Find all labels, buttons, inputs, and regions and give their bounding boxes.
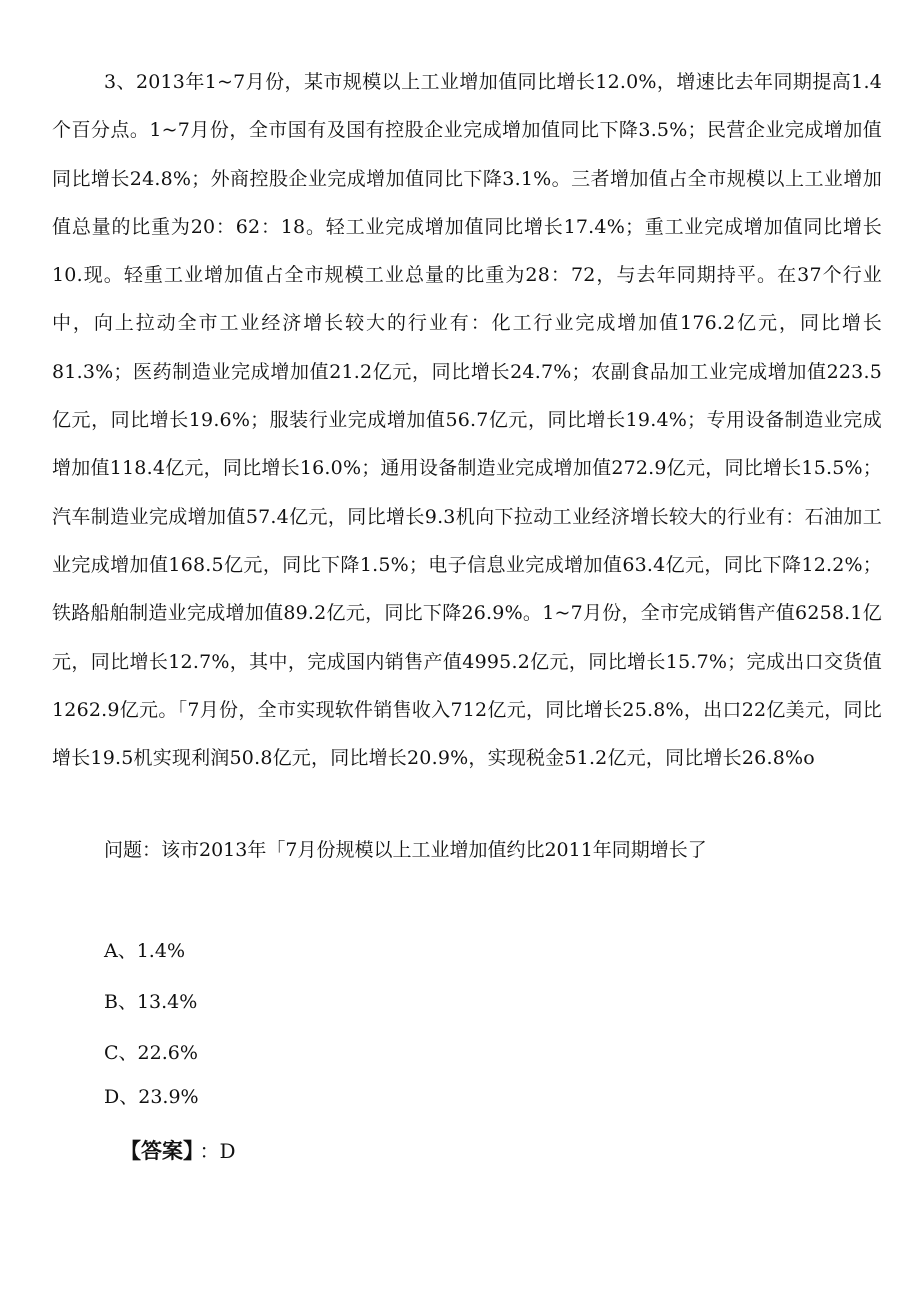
- answer-value: D: [219, 1139, 236, 1163]
- passage-text: 3、2013年1~7月份，某市规模以上工业增加值同比增长12.0%，增速比去年同期提高1.4个百分点。1~7月份，全市国有及国有控股企业完成增加值同比下降3.5%；民营企业完成增加值同比增长24.8%；外商控股企业完成增加值同比下降3.1%。三者增加值占全市规模以上工业增加值总量的比重为20：62：18。轻工业完成增加值同比增长17.4%；重工业完成增加值同比增长10.现。轻重工业增加值占全市规模工业总量的比重为28：72，与去年同期持平。在37个行业中，向上拉动全市工业经济增长较大的行业有：化工行业完成增加值176.2亿元，同比增长81.3%；医药制造业完成增加值21.2亿元，同比增长24.7%；农副食品加工业完成增加值223.5亿元，同比增长19.6%；服装行业完成增加值56.7亿元，同比增长19.4%；专用设备制造业完成增加值118.4亿元，同比增长16.0%；通用设备制造业完成增加值272.9亿元，同比增长15.5%；汽车制造业完成增加值57.4亿元，同比增长9.3机向下拉动工业经济增长较大的行业有：石油加工业完成增加值168.5亿元，同比下降1.5%；电子信息业完成增加值63.4亿元，同比下降12.2%；铁路船舶制造业完成增加值89.2亿元，同比下降26.9%。1~7月份，全市完成销售产值6258.1亿元，同比增长12.7%，其中，完成国内销售产值4995.2亿元，同比增长15.7%；完成出口交货值1262.9亿元。「7月份，全市实现软件销售收入712亿元，同比增长25.8%，出口22亿美元，同比增长19.5机实现利润50.8亿元，同比增长20.9%，实现税金51.2亿元，同比增长26.8%o: [52, 71, 882, 770]
- answer-label: 【答案】: [120, 1139, 194, 1163]
- answer-separator: ：: [199, 1139, 220, 1163]
- option-b: B、13.4%: [104, 991, 198, 1013]
- option-a: A、1.4%: [104, 940, 185, 962]
- question-text: 问题：该市2013年「7月份规模以上工业增加值约比2011年同期增长了: [104, 839, 707, 861]
- option-c: C、22.6%: [104, 1042, 198, 1064]
- option-d: D、23.9%: [104, 1086, 199, 1108]
- answer-line: [120, 1133, 236, 1169]
